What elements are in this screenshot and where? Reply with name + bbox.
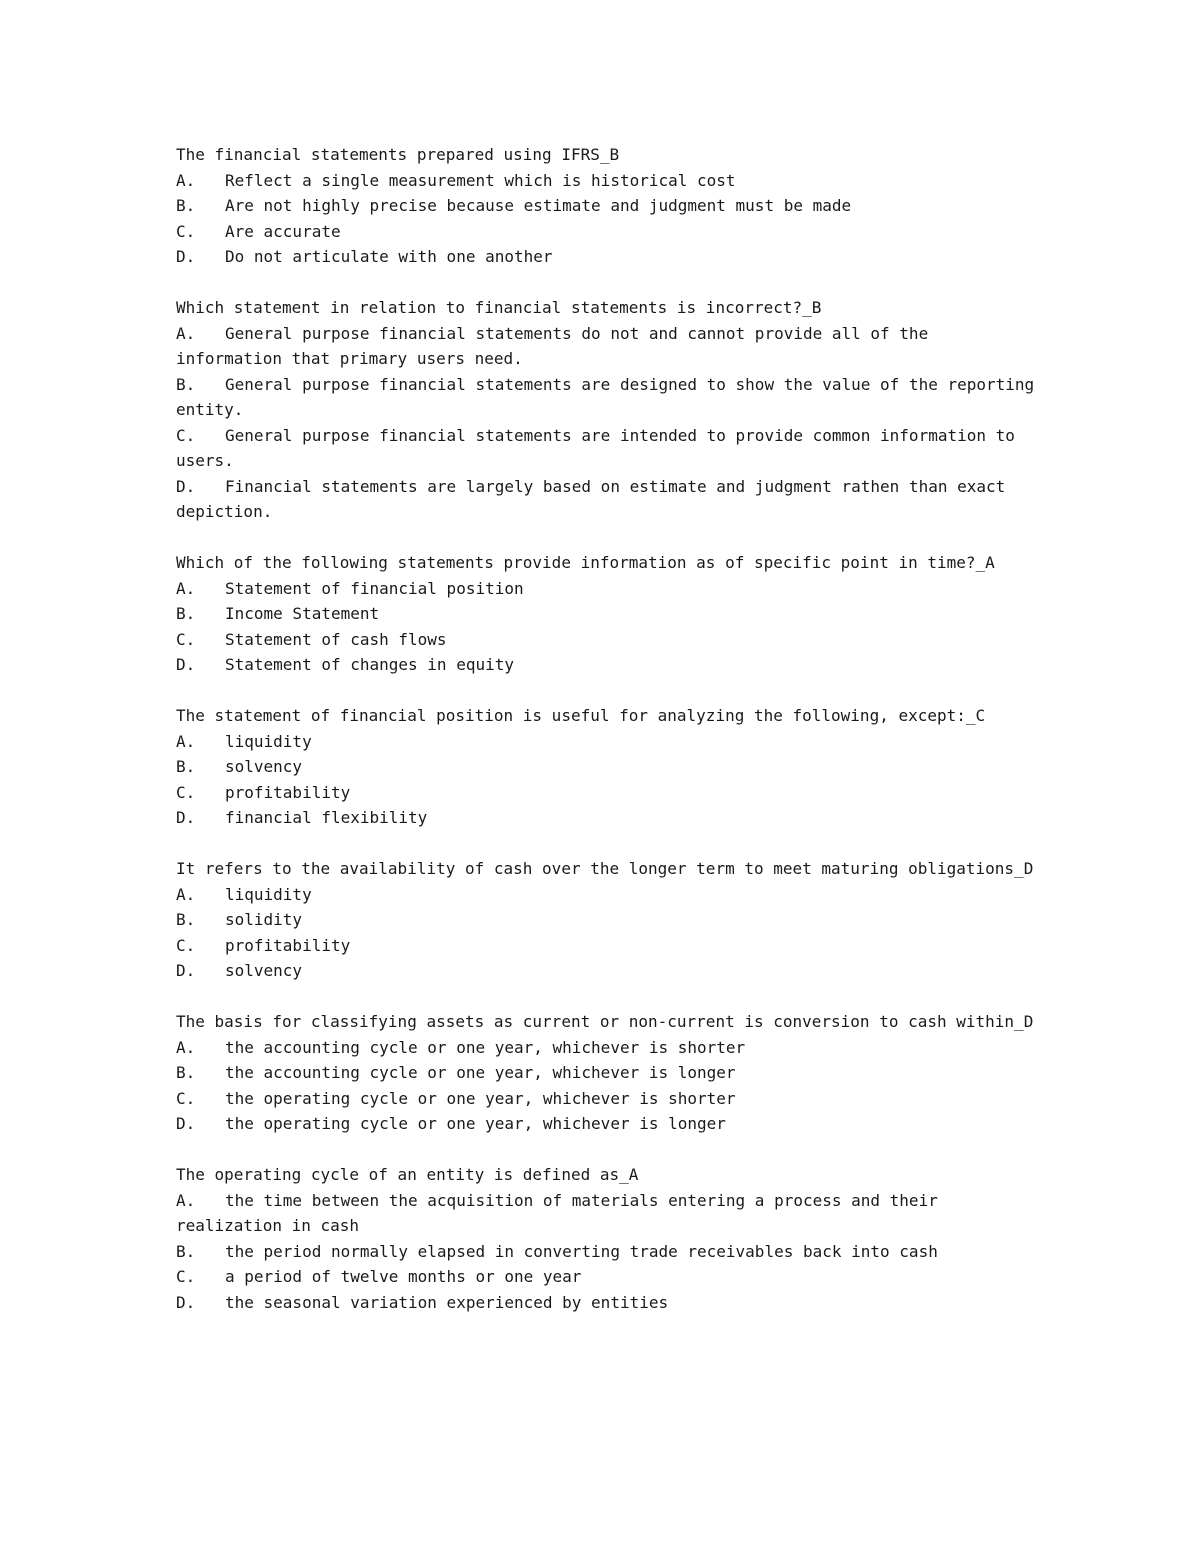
option-letter: A. — [176, 884, 196, 904]
question-text: It refers to the availability of cash over the longer term to meet maturing obligations_D — [176, 859, 1034, 878]
option-text: the time between the acquisition of materials entering a process and their realization in cash — [176, 1190, 948, 1235]
option-letter: A. — [176, 170, 196, 190]
option-c — [176, 423, 1036, 474]
question-2 — [176, 295, 1044, 525]
option-letter: C. — [176, 1088, 196, 1108]
question-text: The basis for classifying assets as current or non-current is conversion to cash within_D — [176, 1012, 1034, 1031]
question-5 — [176, 856, 1036, 984]
option-text: financial flexibility — [225, 808, 428, 827]
option-letter: B. — [176, 757, 196, 776]
option-c — [176, 219, 1036, 245]
option-text: General purpose financial statements are designed to show the value of the reporting entity. — [176, 374, 1044, 419]
option-b — [176, 1239, 1036, 1265]
option-c — [176, 780, 1036, 806]
question-4 — [176, 703, 1036, 831]
option-text: Statement of financial position — [225, 578, 524, 598]
option-letter: D. — [176, 961, 196, 980]
option-a — [176, 1035, 1036, 1061]
question-text: The statement of financial position is useful for analyzing the following, except:_C — [176, 706, 986, 725]
option-letter: C. — [176, 935, 196, 955]
option-letter: D. — [176, 808, 196, 827]
option-text: liquidity — [225, 884, 312, 904]
option-b — [176, 372, 1044, 423]
option-letter: B. — [176, 1241, 196, 1261]
option-text: liquidity — [225, 731, 312, 751]
option-letter: B. — [176, 196, 196, 215]
question-text: Which statement in relation to financial statements is incorrect?_B — [176, 298, 822, 317]
option-text: Financial statements are largely based on estimate and judgment rathen than exact depiction. — [176, 476, 1015, 521]
option-d — [176, 652, 1036, 678]
option-text: solvency — [225, 757, 303, 776]
question-1 — [176, 142, 1036, 270]
option-text: the accounting cycle or one year, whichever is shorter — [225, 1037, 746, 1057]
option-a — [176, 321, 1036, 372]
option-letter: C. — [176, 782, 196, 802]
option-letter: A. — [176, 1037, 196, 1057]
option-letter: D. — [176, 1114, 196, 1133]
option-text: solvency — [225, 961, 303, 980]
option-text: profitability — [225, 935, 351, 955]
option-d — [176, 1111, 1036, 1137]
option-text: General purpose financial statements are intended to provide common information to users. — [176, 425, 1025, 470]
option-letter: A. — [176, 578, 196, 598]
option-text: the operating cycle or one year, whichever is shorter — [225, 1088, 736, 1108]
option-letter: B. — [176, 1063, 196, 1082]
option-b — [176, 1060, 1036, 1086]
option-letter: A. — [176, 1190, 196, 1210]
option-letter: D. — [176, 655, 196, 674]
option-b — [176, 601, 1036, 627]
option-c — [176, 933, 1036, 959]
option-letter: A. — [176, 323, 196, 343]
question-6 — [176, 1009, 1036, 1137]
option-text: General purpose financial statements do not and cannot provide all of the information that primary users need. — [176, 323, 938, 368]
option-a — [176, 576, 1036, 602]
option-text: Are accurate — [225, 221, 341, 241]
option-text: Statement of cash flows — [225, 629, 447, 649]
option-d — [176, 474, 1036, 525]
option-letter: C. — [176, 425, 196, 445]
option-a — [176, 1188, 1036, 1239]
option-c — [176, 1264, 1036, 1290]
option-text: the period normally elapsed in converting trade receivables back into cash — [225, 1241, 938, 1261]
option-letter: C. — [176, 1267, 196, 1286]
option-text: solidity — [225, 910, 303, 929]
option-text: Income Statement — [225, 604, 380, 623]
option-letter: B. — [176, 604, 196, 623]
option-letter: A. — [176, 731, 196, 751]
option-text: the operating cycle or one year, whichever is longer — [225, 1114, 726, 1133]
option-c — [176, 627, 1036, 653]
option-text: a period of twelve months or one year — [225, 1267, 582, 1286]
option-c — [176, 1086, 1036, 1112]
option-text: profitability — [225, 782, 351, 802]
question-3 — [176, 550, 1036, 678]
option-text: Statement of changes in equity — [225, 655, 514, 674]
option-letter: C. — [176, 221, 196, 241]
question-text: The financial statements prepared using IFRS_B — [176, 145, 620, 164]
option-letter: C. — [176, 629, 196, 649]
question-7 — [176, 1162, 1036, 1315]
option-text: the seasonal variation experienced by entities — [225, 1292, 669, 1312]
option-b — [176, 907, 1036, 933]
question-list — [176, 142, 1044, 1341]
question-text: Which of the following statements provide information as of specific point in time?_A — [176, 553, 995, 572]
option-text: the accounting cycle or one year, whichever is longer — [225, 1063, 736, 1082]
option-letter: B. — [176, 910, 196, 929]
option-b — [176, 193, 1036, 219]
option-text: Reflect a single measurement which is historical cost — [225, 170, 736, 190]
option-letter: D. — [176, 476, 196, 496]
option-a — [176, 882, 1036, 908]
option-d — [176, 958, 1036, 984]
option-letter: B. — [176, 374, 196, 394]
option-d — [176, 244, 1036, 270]
option-a — [176, 168, 1036, 194]
question-text: The operating cycle of an entity is defined as_A — [176, 1165, 639, 1184]
option-d — [176, 1290, 1036, 1316]
option-letter: D. — [176, 247, 196, 266]
option-b — [176, 754, 1036, 780]
option-d — [176, 805, 1036, 831]
option-a — [176, 729, 1036, 755]
option-text: Do not articulate with one another — [225, 247, 553, 266]
option-letter: D. — [176, 1292, 196, 1312]
option-text: Are not highly precise because estimate and judgment must be made — [225, 196, 852, 215]
